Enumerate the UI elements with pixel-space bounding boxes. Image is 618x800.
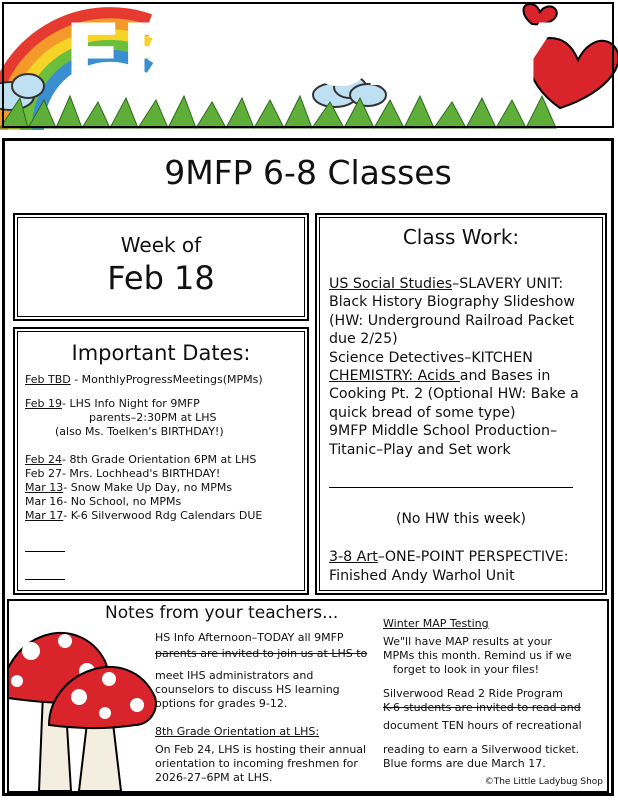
classwork-line: quick bread of some type): [329, 404, 516, 421]
read-heading: Silverwood Read 2 Ride Program: [383, 687, 563, 700]
date-item: Mar 16- No School, no MPMs: [25, 495, 182, 508]
notes-bottom-line: 2026-27–6PM at LHS.: [155, 771, 273, 784]
notes-bottom-line: On Feb 24, LHS is hosting their annual: [155, 743, 367, 756]
read-line: Blue forms are due March 17.: [383, 757, 546, 770]
month-title: FEBRUARY: [63, 6, 555, 106]
classwork-line: Titanic–Play and Set work: [329, 441, 511, 458]
art-line: 3-8 Art–ONE-POINT PERSPECTIVE:: [329, 549, 569, 565]
map-heading: Winter MAP Testing: [383, 617, 489, 630]
art-line-2: Finished Andy Warhol Unit: [329, 568, 515, 584]
notes-left-line: HS Info Afternoon–TODAY all 9MFP: [155, 631, 344, 644]
date-item: Feb 24- 8th Grade Orientation 6PM at LHS: [25, 453, 257, 466]
notes-left-line: options for grades 9-12.: [155, 697, 288, 710]
week-box: [13, 213, 309, 321]
map-line: forget to look in your files!: [393, 663, 540, 676]
notes-box: [7, 599, 609, 793]
classwork-line: Black History Biography Slideshow: [329, 294, 575, 311]
date-item: Feb TBD - MonthlyProgressMeetings(MPMs): [25, 373, 263, 386]
header-banner: [0, 0, 618, 132]
no-hw-text: (No HW this week): [395, 511, 526, 527]
week-date: Feb 18: [107, 259, 215, 297]
classwork-line: 9MFP Middle School Production–: [329, 423, 558, 440]
notes-left-line: meet IHS administrators and: [155, 669, 314, 682]
date-item: Mar 13- Snow Make Up Day, no MPMs: [25, 481, 233, 494]
mushroom-icon: [9, 601, 159, 793]
page-heading: 9MFP 6-8 Classes: [164, 153, 452, 192]
classwork-line: Science Detectives–KITCHEN: [329, 349, 533, 366]
map-line: MPMs this month. Remind us if we: [383, 649, 572, 662]
blank-line: [25, 551, 65, 552]
blank-line: [25, 579, 65, 580]
classwork-line: (HW: Underground Railroad Packet: [329, 312, 575, 329]
read-line: K-6 students are invited to read and: [383, 701, 581, 714]
week-label: Week of: [120, 233, 202, 257]
date-item: Feb 19- LHS Info Night for 9MFP: [25, 397, 200, 410]
important-dates-box: [13, 327, 309, 595]
divider-line: [329, 487, 573, 488]
read-line: reading to earn a Silverwood ticket.: [383, 743, 580, 756]
classwork-box: [315, 213, 607, 595]
map-line: We"ll have MAP results at your: [383, 635, 552, 648]
classwork-line: CHEMISTRY: Acids and Bases in: [329, 368, 551, 385]
main-frame: [2, 138, 614, 796]
classwork-line: US Social Studies–SLAVERY UNIT:: [329, 276, 564, 292]
date-item: (also Ms. Toelken's BIRTHDAY!): [55, 425, 224, 438]
read-line: document TEN hours of recreational: [383, 719, 582, 732]
notes-left-line: parents are invited to join us at LHS to: [155, 647, 368, 660]
notes-title: Notes from your teachers...: [105, 603, 339, 623]
copyright-text: ©The Little Ladybug Shop: [484, 777, 603, 787]
notes-left-line: counselors to discuss HS learning: [155, 683, 340, 696]
classwork-lines: [329, 275, 579, 459]
date-item: Mar 17- K-6 Silverwood Rdg Calendars DUE: [25, 509, 263, 522]
dates-title: Important Dates:: [71, 341, 251, 365]
date-item: parents–2:30PM at LHS: [89, 411, 217, 424]
classwork-line: Cooking Pt. 2 (Optional HW: Bake a: [329, 386, 579, 403]
notes-bottom-line: orientation to incoming freshmen for: [155, 757, 358, 770]
orientation-heading: 8th Grade Orientation at LHS:: [155, 725, 320, 738]
classwork-title: Class Work:: [402, 225, 520, 249]
date-item: Feb 27- Mrs. Lochhead's BIRTHDAY!: [25, 467, 221, 480]
classwork-line: due 2/25): [329, 331, 398, 348]
